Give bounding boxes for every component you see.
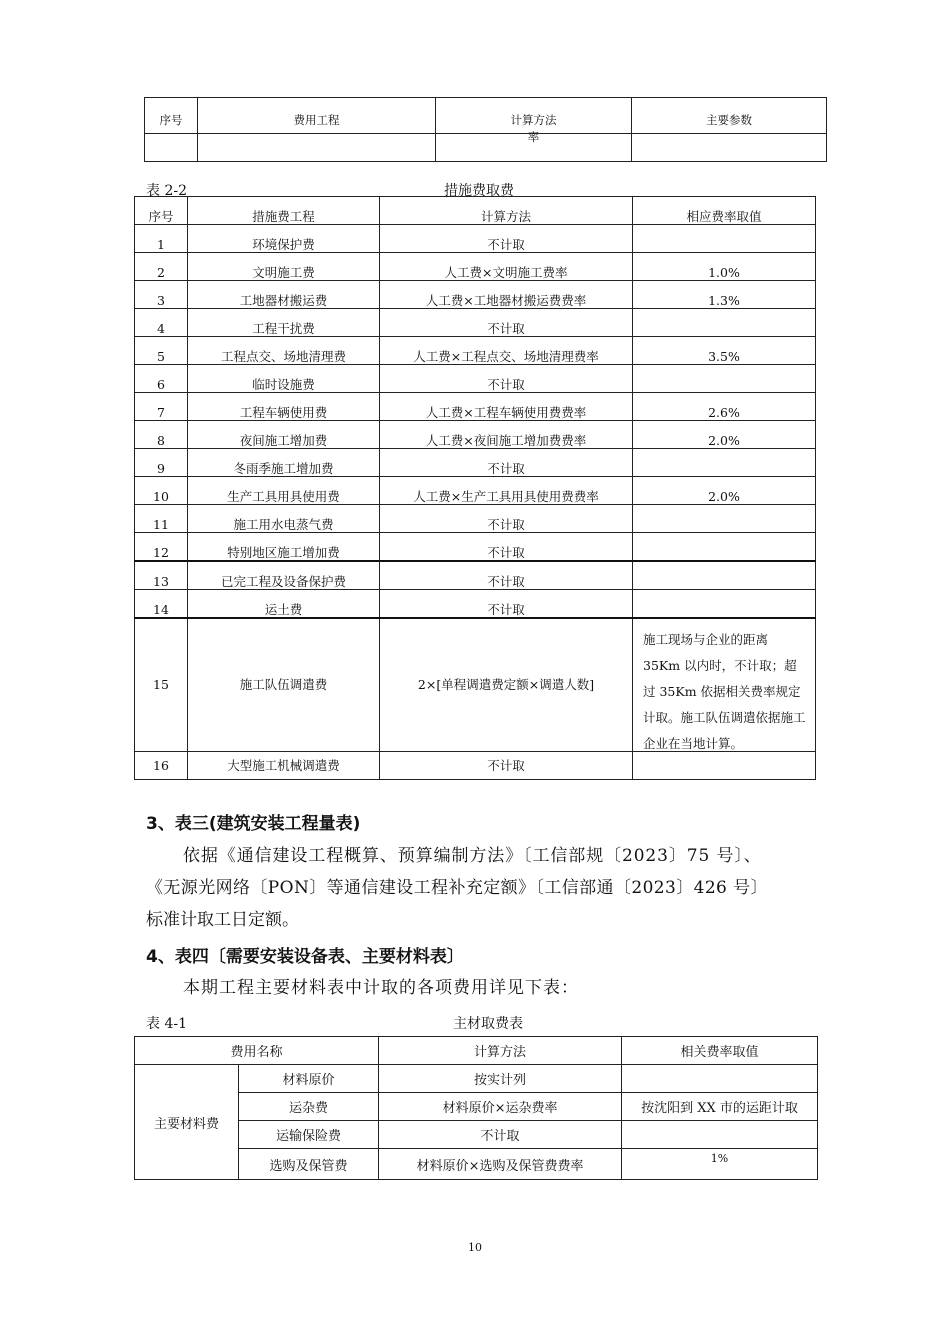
- group-cell: 主要材料费: [135, 1065, 239, 1180]
- method-cell: 不计取: [487, 574, 525, 589]
- method-cell: 不计取: [487, 377, 525, 392]
- header-cell: 序号: [148, 209, 174, 224]
- rate-cell: [622, 1065, 818, 1093]
- page-number: 10: [468, 1241, 482, 1254]
- header-cell: 序号: [145, 98, 198, 134]
- item-cell: 工程车辆使用费: [239, 405, 328, 420]
- rate-cell: 2.6%: [708, 405, 740, 420]
- method-cell: 人工费×工地器材搬运费费率: [425, 293, 587, 308]
- no-cell: 6: [157, 377, 165, 392]
- table-header-row: [145, 98, 827, 134]
- no-cell: 1: [157, 237, 165, 252]
- method-cell: 不计取: [487, 461, 525, 476]
- table-title: 措施费取费: [444, 183, 514, 199]
- method-cell: 不计取: [487, 237, 525, 252]
- item-cell: 运杂费: [239, 1093, 379, 1121]
- table-row: [135, 590, 816, 619]
- section-heading: 4、表四〔需要安装设备表、主要材料表〕: [146, 947, 464, 967]
- item-cell: 特别地区施工增加费: [227, 545, 340, 560]
- method-cell: 材料原价×运杂费率: [379, 1093, 622, 1121]
- method-cell: 人工费×夜间施工增加费费率: [425, 433, 587, 448]
- method-cell: 人工费×文明施工费率: [444, 265, 568, 280]
- header-cell: 措施费工程: [252, 209, 315, 224]
- no-cell: 7: [157, 405, 165, 420]
- method-cell: 不计取: [380, 752, 633, 780]
- table-row: [135, 365, 816, 393]
- no-cell: 2: [157, 265, 165, 280]
- table-row: [135, 449, 816, 477]
- method-cell: 不计取: [487, 602, 525, 617]
- table-label: 表 2-2: [146, 183, 187, 199]
- table-row: [135, 618, 816, 752]
- item-cell: 已完工程及设备保护费: [220, 574, 346, 589]
- table-header-row: [135, 197, 816, 225]
- table-header-row: [135, 1037, 818, 1065]
- item-cell: 生产工具用具使用费: [227, 489, 340, 504]
- table-row: [135, 281, 816, 309]
- header-cell: 费用工程: [198, 98, 436, 134]
- table-row: [135, 477, 816, 505]
- header-cell: 计算方法: [379, 1037, 622, 1065]
- item-cell: 运土费: [264, 602, 303, 617]
- method-cell: 不计取: [487, 545, 525, 560]
- item-cell: 运输保险费: [239, 1121, 379, 1149]
- table-row: [135, 533, 816, 562]
- no-cell: 3: [157, 293, 165, 308]
- rate-cell: [622, 1121, 818, 1149]
- section-heading: 3、表三(建筑安装工程量表): [146, 814, 361, 834]
- top-fee-table: [144, 97, 827, 162]
- paragraph-line: 依据《通信建设工程概算、预算编制方法》〔工信部规〔2023〕75 号〕、: [183, 846, 762, 866]
- paragraph: 本期工程主要材料表中计取的各项费用详见下表：: [183, 978, 579, 998]
- no-cell: 12: [153, 545, 169, 560]
- rate-cell: 2.0%: [708, 433, 740, 448]
- paragraph-line: 标准计取工日定额。: [146, 910, 299, 930]
- header-cell: 计算方法: [436, 98, 632, 134]
- table-row: [135, 1065, 818, 1093]
- method-cell: 材料原价×选购及保管费费率: [379, 1149, 622, 1180]
- item-cell: 材料原价: [239, 1065, 379, 1093]
- no-cell: 15: [135, 618, 188, 752]
- method-cell: 不计取: [487, 517, 525, 532]
- table-row: [145, 134, 827, 162]
- no-cell: 4: [157, 321, 165, 336]
- header-cell: 相关费率取值: [622, 1037, 818, 1065]
- rate-cell: 1.3%: [708, 293, 740, 308]
- no-cell: 13: [153, 574, 169, 589]
- item-cell: 环境保护费: [252, 237, 315, 252]
- item-cell: 施工用水电蒸气费: [233, 517, 334, 532]
- no-cell: 16: [135, 752, 188, 780]
- rate-cell: 1%: [622, 1149, 818, 1180]
- no-cell: 10: [153, 489, 169, 504]
- no-cell: 14: [153, 602, 169, 617]
- table-row: [135, 225, 816, 253]
- table-row: [135, 337, 816, 365]
- rate-cell: 1.0%: [708, 265, 740, 280]
- item-cell: 文明施工费: [252, 265, 315, 280]
- header-cell: 相应费率取值: [686, 209, 762, 224]
- method-cell: 不计取: [379, 1121, 622, 1149]
- no-cell: 5: [157, 349, 165, 364]
- item-cell: 工地器材搬运费: [239, 293, 328, 308]
- table-row: [135, 309, 816, 337]
- item-cell: 临时设施费: [252, 377, 315, 392]
- no-cell: 9: [157, 461, 165, 476]
- method-cell: 人工费×工程车辆使用费费率: [425, 405, 587, 420]
- header-cell: 费用名称: [135, 1037, 379, 1065]
- no-cell: 11: [153, 517, 169, 532]
- overflow-text: 率: [527, 132, 540, 144]
- rate-cell: 2.0%: [708, 489, 740, 504]
- method-cell: 按实计列: [379, 1065, 622, 1093]
- method-cell: 人工费×工程点交、场地清理费率: [413, 349, 599, 364]
- rate-cell: 按沈阳到 XX 市的运距计取: [622, 1093, 818, 1121]
- main-material-fee-table: [134, 1036, 818, 1180]
- item-cell: 选购及保管费: [239, 1149, 379, 1180]
- item-cell: 工程干扰费: [252, 321, 315, 336]
- rate-cell: 3.5%: [708, 349, 740, 364]
- table-row: [135, 505, 816, 533]
- item-cell: 大型施工机械调遣费: [188, 752, 380, 780]
- item-cell: 施工队伍调遣费: [188, 618, 380, 752]
- table-row: [135, 421, 816, 449]
- item-cell: 夜间施工增加费: [239, 433, 328, 448]
- table-row: [135, 253, 816, 281]
- table-label: 表 4-1: [146, 1016, 187, 1032]
- method-cell: 人工费×生产工具用具使用费费率: [413, 489, 599, 504]
- method-cell: 2×[单程调遣费定额×调遣人数]: [380, 618, 633, 752]
- table-caption: [146, 1013, 826, 1033]
- table-row: [135, 561, 816, 590]
- table-row: [135, 393, 816, 421]
- header-cell: 计算方法: [480, 209, 531, 224]
- table-title: 主材取费表: [453, 1016, 523, 1032]
- no-cell: 8: [157, 433, 165, 448]
- measures-fee-table: [134, 196, 816, 780]
- rate-note: 施工现场与企业的距离 35Km 以内时，不计取；超过 35Km 依据相关费率规定计取。施工队伍调遣依据施工企业在当地计算。: [643, 632, 806, 751]
- header-cell: 主要参数: [632, 98, 827, 134]
- item-cell: 工程点交、场地清理费: [220, 349, 346, 364]
- item-cell: 冬雨季施工增加费: [233, 461, 334, 476]
- method-cell: 不计取: [487, 321, 525, 336]
- paragraph-line: 《无源光网络〔PON〕等通信建设工程补充定额》〔工信部通〔2023〕426 号〕: [146, 878, 768, 898]
